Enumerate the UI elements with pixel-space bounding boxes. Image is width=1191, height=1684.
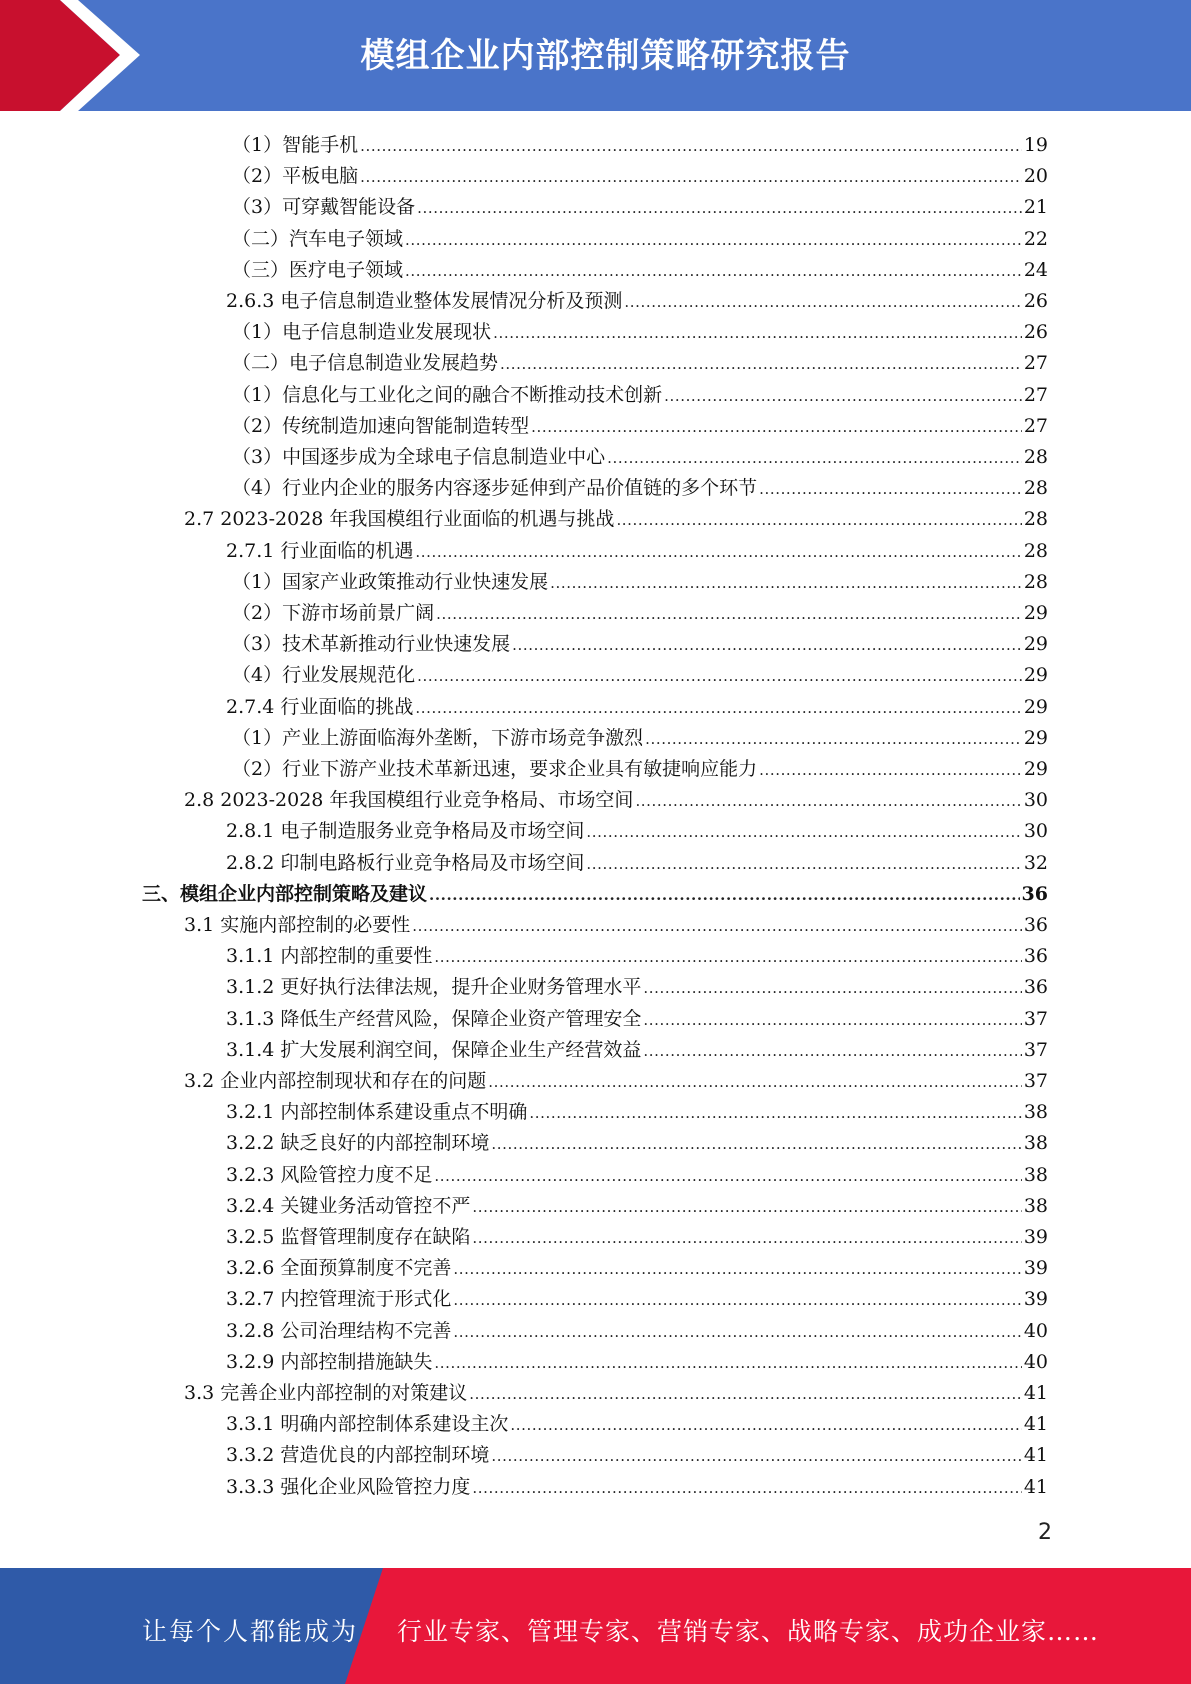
toc-entry-page: 28 (1023, 508, 1048, 531)
toc-leader-dots (417, 197, 1022, 219)
toc-entry[interactable] (184, 906, 1048, 937)
toc-entry-page: 41 (1023, 1413, 1048, 1436)
toc-entry-page: 21 (1023, 196, 1048, 219)
toc-entry-page: 29 (1023, 758, 1048, 780)
toc-entry[interactable] (232, 188, 1048, 219)
toc-entry-page: 36 (1023, 914, 1048, 936)
toc-entry-label: 3.2 企业内部控制现状和存在的问题 (184, 1070, 487, 1092)
toc-entry-label: （3）技术革新推动行业快速发展 (232, 633, 511, 656)
toc-entry-page: 36 (1023, 976, 1048, 999)
toc-leader-dots (434, 1165, 1021, 1187)
toc-leader-dots (417, 665, 1022, 687)
report-title: 模组企业内部控制策略研究报告 (360, 36, 851, 76)
toc-entry-label: 3.2.5 监督管理制度存在缺陷 (226, 1226, 471, 1248)
toc-entry-page: 28 (1023, 477, 1048, 500)
toc-entry-label: 3.3.1 明确内部控制体系建设主次 (226, 1413, 509, 1436)
toc-entry-page: 29 (1023, 664, 1048, 687)
toc-entry[interactable] (232, 625, 1048, 656)
toc-leader-dots (664, 385, 1022, 407)
toc-entry-label: （1）电子信息制造业发展现状 (232, 321, 492, 344)
toc-leader-dots (645, 728, 1022, 750)
toc-leader-dots (429, 884, 1020, 906)
toc-leader-dots (405, 260, 1022, 282)
toc-entry[interactable] (226, 532, 1048, 563)
toc-entry-page: 36 (1021, 882, 1048, 905)
toc-leader-dots (491, 1445, 1021, 1467)
toc-leader-dots (616, 509, 1021, 531)
toc-entry-label: 3.1.4 扩大发展利润空间，保障企业生产经营效益 (226, 1038, 642, 1061)
toc-entry-label: （二）电子信息制造业发展趋势 (232, 352, 499, 375)
toc-entry-label: （三）医疗电子领域 (232, 258, 404, 281)
toc-entry[interactable] (226, 1249, 1048, 1280)
toc-entry[interactable] (226, 688, 1048, 719)
toc-entry[interactable] (232, 438, 1048, 469)
toc-entry[interactable] (232, 594, 1048, 625)
toc-entry-label: 3.2.1 内部控制体系建设重点不明确 (226, 1101, 528, 1124)
toc-leader-dots (360, 135, 1022, 157)
toc-entry-page: 27 (1023, 414, 1048, 437)
toc-entry[interactable] (184, 1062, 1048, 1093)
toc-entry-page: 41 (1023, 1382, 1048, 1404)
toc-entry-page: 19 (1023, 134, 1048, 156)
toc-entry-page: 20 (1023, 165, 1048, 188)
page-header (0, 0, 1191, 111)
toc-leader-dots (759, 478, 1022, 500)
toc-leader-dots (488, 1071, 1022, 1093)
toc-entry-page: 38 (1023, 1101, 1048, 1124)
toc-leader-dots (472, 1477, 1021, 1499)
toc-leader-dots (469, 1383, 1022, 1405)
toc-leader-dots (635, 790, 1021, 812)
toc-entry-label: （4）行业内企业的服务内容逐步延伸到产品价值链的多个环节 (232, 477, 758, 500)
toc-entry-label: 3.2.7 内控管理流于形式化 (226, 1288, 452, 1311)
toc-entry-label: （1）产业上游面临海外垄断，下游市场竞争激烈 (232, 726, 644, 749)
toc-entry-page: 40 (1023, 1319, 1048, 1342)
toc-entry[interactable] (226, 937, 1048, 968)
toc-entry-page: 29 (1023, 602, 1048, 624)
toc-leader-dots (531, 416, 1022, 438)
toc-entry-label: 2.7.4 行业面临的挑战 (226, 695, 414, 718)
toc-entry-label: 3.1.2 更好执行法律法规，提升企业财务管理水平 (226, 976, 642, 999)
toc-leader-dots (436, 603, 1022, 625)
toc-leader-dots (434, 946, 1021, 968)
toc-entry-label: （3）中国逐步成为全球电子信息制造业中心 (232, 446, 606, 468)
toc-entry-page: 36 (1023, 945, 1048, 968)
toc-leader-dots (607, 447, 1022, 469)
toc-entry[interactable] (226, 1156, 1048, 1187)
toc-entry-label: 3.1 实施内部控制的必要性 (184, 914, 411, 936)
toc-entry-label: （3）可穿戴智能设备 (232, 196, 416, 219)
toc-entry-label: （2）平板电脑 (232, 165, 359, 188)
toc-leader-dots (453, 1289, 1021, 1311)
toc-entry[interactable] (226, 812, 1048, 843)
toc-entry-label: （2）传统制造加速向智能制造转型 (232, 414, 530, 437)
toc-entry-label: 2.8.2 印制电路板行业竞争格局及市场空间 (226, 851, 585, 874)
toc-entry-page: 26 (1023, 321, 1048, 344)
toc-leader-dots (453, 1321, 1021, 1343)
toc-entry[interactable] (226, 1124, 1048, 1155)
toc-entry[interactable] (232, 251, 1048, 282)
toc-entry-page: 29 (1023, 633, 1048, 656)
toc-entry-page: 28 (1023, 539, 1048, 562)
toc-entry[interactable] (232, 750, 1048, 781)
toc-entry-label: （1）信息化与工业化之间的融合不断推动技术创新 (232, 383, 663, 406)
toc-entry[interactable] (232, 126, 1048, 157)
toc-leader-dots (512, 634, 1022, 656)
toc-entry-label: 3.2.4 关键业务活动管控不严 (226, 1194, 471, 1217)
toc-entry[interactable] (232, 656, 1048, 687)
toc-entry-page: 24 (1023, 258, 1048, 281)
toc-entry-label: （2）下游市场前景广阔 (232, 602, 435, 624)
toc-leader-dots (412, 915, 1022, 937)
toc-leader-dots (415, 541, 1021, 563)
toc-entry-label: （2）行业下游产业技术革新迅速，要求企业具有敏捷响应能力 (232, 758, 758, 780)
toc-entry-label: 3.2.3 风险管控力度不足 (226, 1163, 433, 1186)
toc-entry[interactable] (226, 1405, 1048, 1436)
toc-entry-label: 2.8 2023-2028 年我国模组行业竞争格局、市场空间 (184, 789, 634, 812)
toc-entry-label: 3.2.2 缺乏良好的内部控制环境 (226, 1132, 490, 1155)
toc-entry-page: 27 (1023, 352, 1048, 375)
toc-entry-label: 3.2.8 公司治理结构不完善 (226, 1319, 452, 1342)
toc-entry-label: 3.3 完善企业内部控制的对策建议 (184, 1382, 468, 1404)
page-number: 2 (1038, 1520, 1052, 1545)
toc-leader-dots (453, 1258, 1021, 1280)
toc-entry[interactable] (232, 719, 1048, 750)
toc-entry-page: 26 (1023, 290, 1048, 312)
toc-leader-dots (529, 1102, 1021, 1124)
toc-entry-page: 41 (1023, 1475, 1048, 1498)
toc-entry-label: （1）智能手机 (232, 134, 359, 156)
toc-leader-dots (759, 759, 1022, 781)
toc-entry-page: 38 (1023, 1132, 1048, 1155)
toc-entry[interactable] (142, 875, 1048, 906)
toc-entry-page: 22 (1023, 227, 1048, 250)
toc-entry-label: 2.7 2023-2028 年我国模组行业面临的机遇与挑战 (184, 508, 615, 531)
toc-entry-label: 2.8.1 电子制造服务业竞争格局及市场空间 (226, 820, 585, 843)
toc-entry[interactable] (184, 1374, 1048, 1405)
toc-leader-dots (643, 977, 1021, 999)
toc-entry-label: 3.2.6 全面预算制度不完善 (226, 1257, 452, 1280)
page-footer (0, 1568, 1191, 1684)
toc-entry-page: 29 (1023, 726, 1048, 749)
toc-entry[interactable] (232, 157, 1048, 188)
toc-entry[interactable] (226, 844, 1048, 875)
toc-entry[interactable] (226, 1280, 1048, 1311)
toc-leader-dots (586, 853, 1021, 875)
toc-entry[interactable] (226, 1187, 1048, 1218)
toc-entry[interactable] (226, 1436, 1048, 1467)
toc-entry-page: 39 (1023, 1226, 1048, 1248)
toc-entry[interactable] (232, 469, 1048, 500)
toc-entry-page: 30 (1023, 820, 1048, 843)
toc-entry-label: 三、模组企业内部控制策略及建议 (142, 882, 428, 905)
toc-leader-dots (405, 229, 1022, 251)
toc-entry-page: 28 (1023, 446, 1048, 468)
toc-entry[interactable] (232, 344, 1048, 375)
toc-entry-page: 29 (1023, 695, 1048, 718)
toc-entry-page: 32 (1023, 851, 1048, 874)
toc-entry-page: 41 (1023, 1444, 1048, 1467)
toc-entry-page: 37 (1023, 1038, 1048, 1061)
toc-leader-dots (643, 1040, 1021, 1062)
toc-leader-dots (493, 322, 1022, 344)
toc-leader-dots (510, 1414, 1021, 1436)
toc-entry-label: 3.3.2 营造优良的内部控制环境 (226, 1444, 490, 1467)
toc-entry-page: 40 (1023, 1350, 1048, 1373)
toc-entry-page: 37 (1023, 1007, 1048, 1030)
toc-entry-page: 39 (1023, 1288, 1048, 1311)
toc-leader-dots (491, 1133, 1021, 1155)
toc-entry[interactable] (226, 1093, 1048, 1124)
toc-entry[interactable] (184, 781, 1048, 812)
toc-entry-label: 2.7.1 行业面临的机遇 (226, 539, 414, 562)
toc-entry-label: 3.3.3 强化企业风险管控力度 (226, 1475, 471, 1498)
toc-entry[interactable] (226, 1000, 1048, 1031)
toc-entry-label: 3.1.3 降低生产经营风险，保障企业资产管理安全 (226, 1007, 642, 1030)
toc-entry-page: 39 (1023, 1257, 1048, 1280)
toc-entry[interactable] (226, 1468, 1048, 1499)
toc-entry-page: 27 (1023, 383, 1048, 406)
toc-leader-dots (586, 821, 1021, 843)
toc-entry-label: （4）行业发展规范化 (232, 664, 416, 687)
footer-slogan-right: 行业专家、管理专家、营销专家、战略专家、成功企业家…… (397, 1617, 1100, 1646)
toc-entry-page: 37 (1023, 1070, 1048, 1092)
toc-leader-dots (500, 353, 1022, 375)
toc-leader-dots (472, 1227, 1021, 1249)
toc-entry-label: 2.6.3 电子信息制造业整体发展情况分析及预测 (226, 290, 623, 312)
toc-entry-page: 30 (1023, 789, 1048, 812)
toc-entry-label: 3.2.9 内部控制措施缺失 (226, 1350, 433, 1373)
toc-entry-label: （二）汽车电子领域 (232, 227, 404, 250)
toc-leader-dots (415, 697, 1021, 719)
toc-leader-dots (643, 1009, 1021, 1031)
toc-entry[interactable] (184, 500, 1048, 531)
toc-entry-label: 3.1.1 内部控制的重要性 (226, 945, 433, 968)
toc-entry[interactable] (232, 220, 1048, 251)
toc-leader-dots (434, 1352, 1021, 1374)
toc-leader-dots (472, 1196, 1021, 1218)
toc-entry[interactable] (226, 1218, 1048, 1249)
toc-entry[interactable] (226, 1343, 1048, 1374)
toc-entry[interactable] (226, 1031, 1048, 1062)
toc-entry[interactable] (232, 407, 1048, 438)
toc-leader-dots (550, 572, 1022, 594)
toc-entry[interactable] (226, 968, 1048, 999)
toc-entry[interactable] (232, 376, 1048, 407)
toc-entry[interactable] (226, 1312, 1048, 1343)
toc-entry-label: （1）国家产业政策推动行业快速发展 (232, 570, 549, 593)
footer-slogan-left: 让每个人都能成为 (142, 1617, 359, 1646)
toc-entry-page: 38 (1023, 1163, 1048, 1186)
toc-entry-page: 38 (1023, 1194, 1048, 1217)
toc-leader-dots (360, 166, 1022, 188)
toc-leader-dots (624, 291, 1021, 313)
toc-entry[interactable] (232, 313, 1048, 344)
toc-entry-page: 28 (1023, 570, 1048, 593)
toc-entry[interactable] (232, 563, 1048, 594)
toc-entry[interactable] (226, 282, 1048, 313)
